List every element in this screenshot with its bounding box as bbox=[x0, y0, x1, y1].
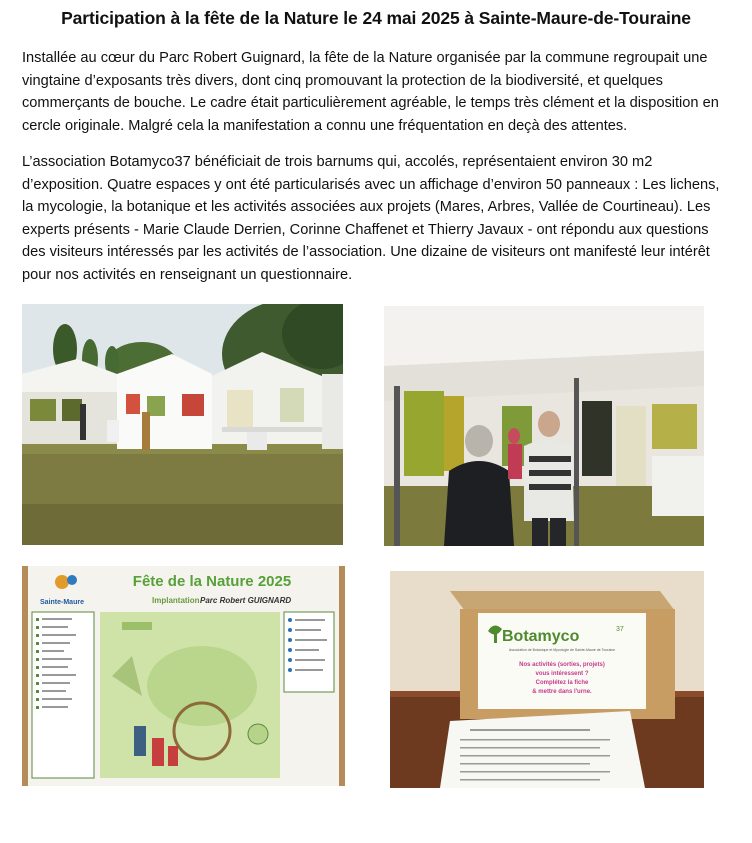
box-brand: Botamyco bbox=[502, 628, 580, 645]
photo-site-map bbox=[22, 566, 345, 786]
page-title: Participation à la fête de la Nature le 24 mai 2025 à Sainte-Maure-de-Touraine bbox=[61, 8, 691, 28]
box-message-1: Nos activités (sorties, projets) bbox=[519, 662, 605, 668]
box-message-4: & mettre dans l'urne. bbox=[532, 689, 592, 695]
box-message-3: Complétez la fiche bbox=[535, 680, 589, 686]
photo-tents-park bbox=[22, 304, 343, 545]
photo-tent-visitors bbox=[384, 306, 704, 546]
map-subheading: Implantation bbox=[152, 596, 200, 605]
intro-paragraph: Installée au cœur du Parc Robert Guignard, la fête de la Nature organisée par la commune regroupait une vingtaine d’exposants très divers, dont cinq promouvant la protection de la biodiversité, et quelques commerçants de bouche. Le cadre était particulièrement agréable, le temps très clément et la disposition en cercle originale. Malgré cela la manifestation a connu une fréquentation en deçà des attentes. bbox=[22, 50, 719, 134]
map-heading: Fête de la Nature 2025 bbox=[132, 573, 292, 590]
box-brand-sup: 37 bbox=[616, 626, 624, 633]
box-tagline: Association de Botanique et Mycologie de Sainte-Maure de Touraine bbox=[508, 648, 616, 652]
map-logo-text: Sainte-Maure bbox=[40, 599, 84, 606]
association-paragraph: L’association Botamyco37 bénéficiait de trois barnums qui, accolés, représentaient environ 30 m2 d’exposition. Quatre espaces y ont été particularisés avec un affichage d’environ 50 panneaux : Les lichens, la mycologie, la botanique et les activités associées aux projets (Mares, Arbres, Vallée de Courtineau). Les experts présents - Marie Claude Derrien, Corinne Chaffenet et Thierry Javaux - ont répondu aux questions des visiteurs intéressés par les activités de l’association. Une dizaine de visiteurs ont manifesté leur intérêt pour nos activités en renseignant un questionnaire. bbox=[22, 154, 720, 283]
map-place: Parc Robert GUIGNARD bbox=[200, 596, 292, 605]
box-message-2: vous intéressent ? bbox=[535, 671, 589, 677]
photo-botamyco-urn bbox=[390, 571, 704, 788]
